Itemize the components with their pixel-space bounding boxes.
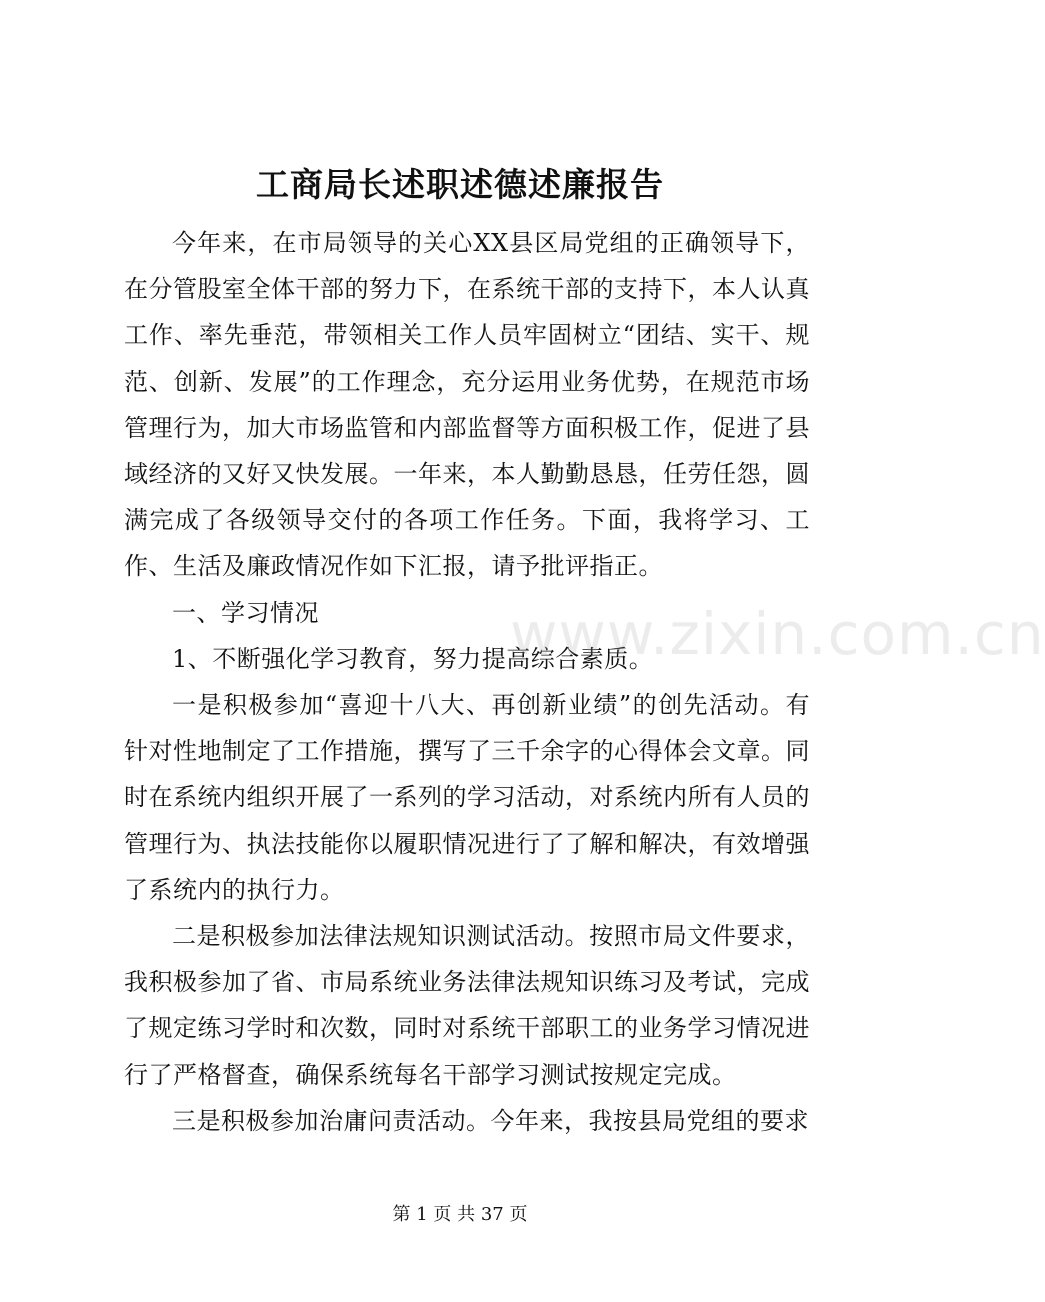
document-title: 工商局长述职述德述廉报告	[256, 165, 664, 204]
watermark: www.zixin.com.cn	[510, 600, 1045, 668]
paragraph-item-2: 二是积极参加法律法规知识测试活动。按照市局文件要求，我积极参加了省、市局系统业务法律法规知识练习及考试，完成了规定练习学时和次数，同时对系统干部职工的业务学习情况进行了严格督查，确保系统每名干部学习测试按规定完成。	[124, 922, 810, 1089]
subsection-heading: 1、不断强化学习教育，努力提高综合素质。	[172, 644, 654, 673]
document-body	[124, 190, 810, 1144]
paragraph-intro: 今年来，在市局领导的关心XX县区局党组的正确领导下，在分管股室全体干部的努力下，在系统干部的支持下，本人认真工作、率先垂范，带领相关工作人员牢固树立“团结、实干、规范、创新、发展”的工作理念，充分运用业务优势，在规范市场管理行为，加大市场监管和内部监督等方面积极工作，促进了县域经济的又好又快发展。一年来，本人勤勤恳恳，任劳任怨，圆满完成了各级领导交付的各项工作任务。下面，我将学习、工作、生活及廉政情况作如下汇报，请予批评指正。	[124, 229, 810, 581]
section-heading: 一、学习情况	[172, 598, 319, 627]
paragraph-item-1: 一是积极参加“喜迎十八大、再创新业绩”的创先活动。有针对性地制定了工作措施，撰写了三千余字的心得体会文章。同时在系统内组织开展了一系列的学习活动，对系统内所有人员的管理行为、执法技能你以履职情况进行了了解和解决，有效增强了系统内的执行力。	[124, 691, 810, 904]
paragraph-item-3: 三是积极参加治庸问责活动。今年来，我按县局党组的要求	[172, 1106, 809, 1135]
page-number: 第 1 页 共 37 页	[392, 1204, 528, 1225]
